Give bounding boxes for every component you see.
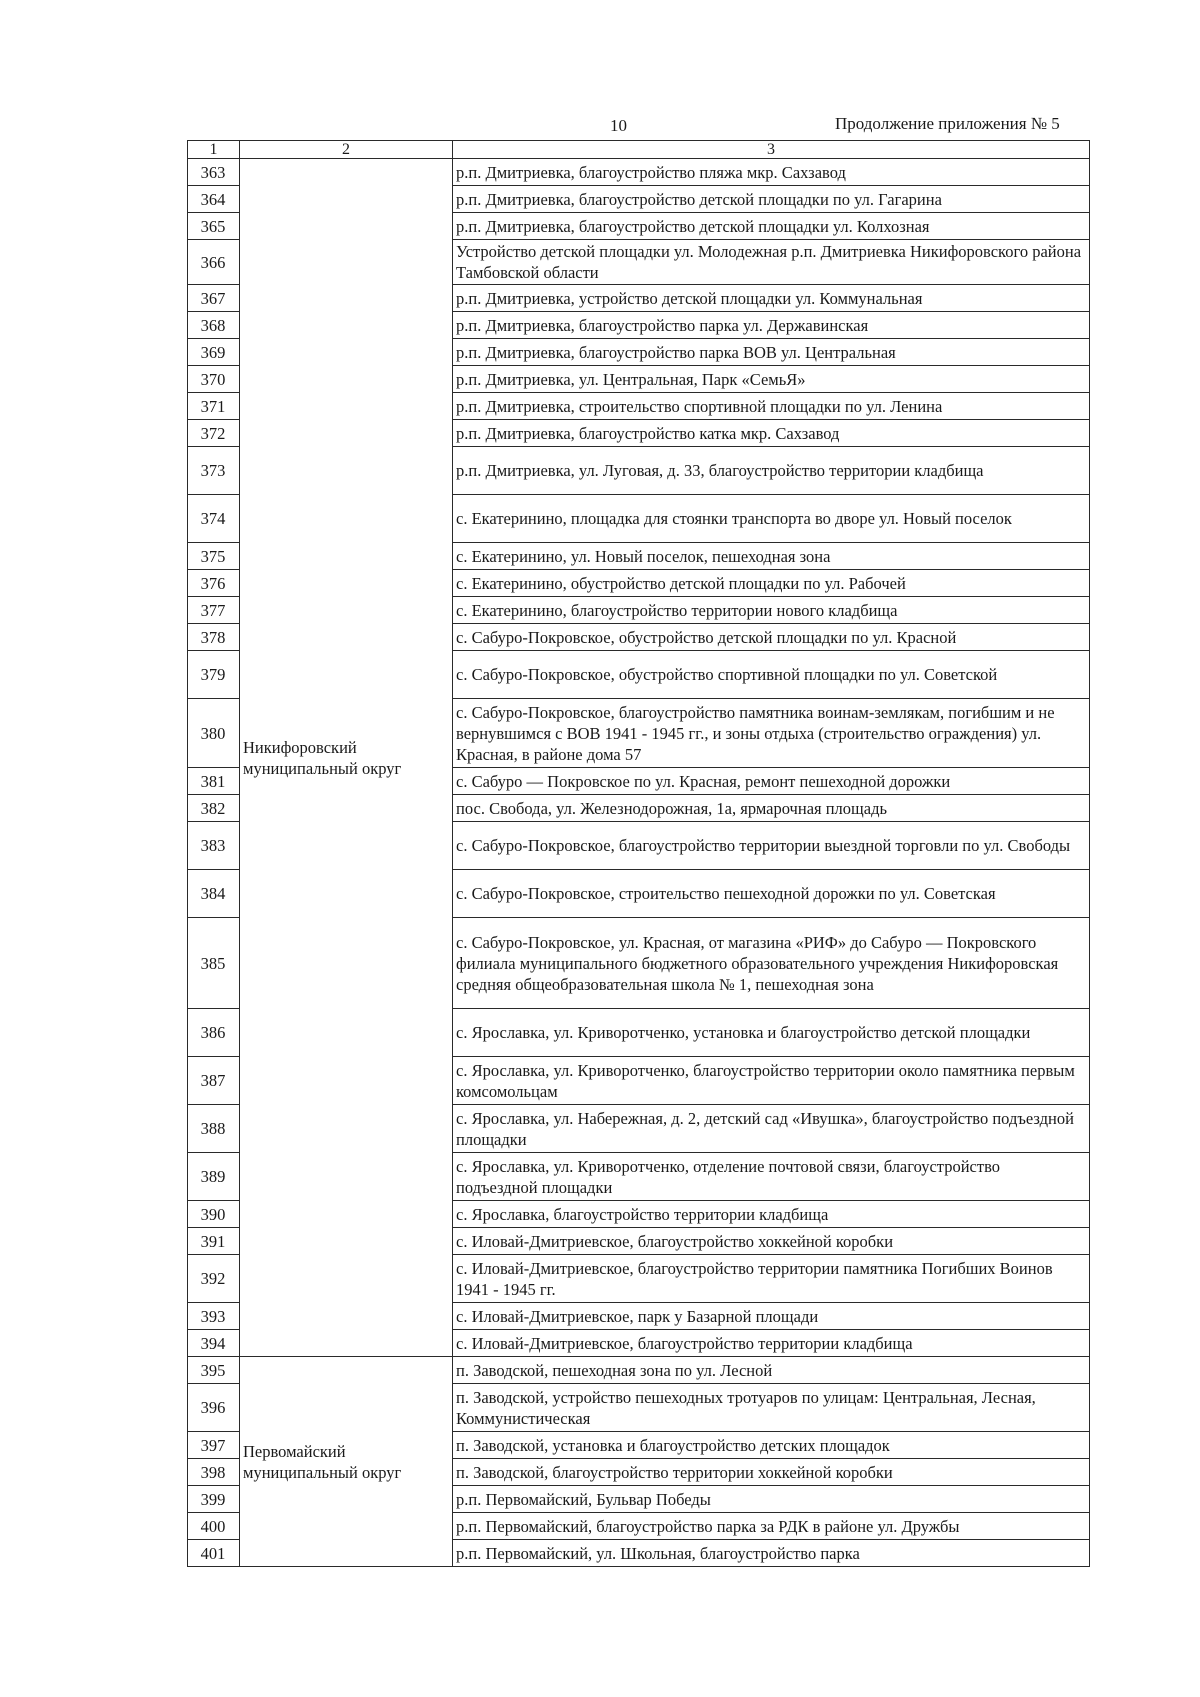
row-number: 381 — [188, 768, 240, 795]
row-description: п. Заводской, благоустройство территории хоккейной коробки — [453, 1459, 1090, 1486]
header-row — [188, 141, 1090, 159]
row-number: 366 — [188, 240, 240, 285]
row-description: п. Заводской, устройство пешеходных тротуаров по улицам: Центральная, Лесная, Коммунистическая — [453, 1384, 1090, 1432]
row-description: р.п. Дмитриевка, благоустройство детской площадки ул. Колхозная — [453, 213, 1090, 240]
row-description: р.п. Дмитриевка, благоустройство парка ул. Державинская — [453, 312, 1090, 339]
district-name: Первомайский муниципальный округ — [240, 1357, 453, 1567]
row-description: с. Сабуро-Покровское, ул. Красная, от магазина «РИФ» до Сабуро — Покровского филиала муниципального бюджетного образовательного учреждения Никифоровская средняя общеобразовательная школа № 1, пешеходная зона — [453, 918, 1090, 1009]
row-number: 392 — [188, 1255, 240, 1303]
row-description: с. Иловай-Дмитриевское, благоустройство территории памятника Погибших Воинов 1941 - 1945 гг. — [453, 1255, 1090, 1303]
row-number: 363 — [188, 159, 240, 186]
row-number: 378 — [188, 624, 240, 651]
row-description: р.п. Дмитриевка, благоустройство катка мкр. Сахзавод — [453, 420, 1090, 447]
row-number: 400 — [188, 1513, 240, 1540]
row-number: 398 — [188, 1459, 240, 1486]
row-description: р.п. Дмитриевка, благоустройство пляжа мкр. Сахзавод — [453, 159, 1090, 186]
row-description: р.п. Первомайский, Бульвар Победы — [453, 1486, 1090, 1513]
row-number: 399 — [188, 1486, 240, 1513]
row-number: 388 — [188, 1105, 240, 1153]
row-number: 395 — [188, 1357, 240, 1384]
header-col-1: 1 — [188, 141, 240, 159]
row-description: с. Ярославка, ул. Набережная, д. 2, детский сад «Ивушка», благоустройство подъездной площадки — [453, 1105, 1090, 1153]
row-number: 375 — [188, 543, 240, 570]
header-col-3: 3 — [453, 141, 1090, 159]
row-number: 383 — [188, 822, 240, 870]
row-number: 371 — [188, 393, 240, 420]
row-description: с. Ярославка, ул. Криворотченко, благоустройство территории около памятника первым комсомольцам — [453, 1057, 1090, 1105]
row-number: 401 — [188, 1540, 240, 1567]
row-description: р.п. Дмитриевка, ул. Центральная, Парк «СемьЯ» — [453, 366, 1090, 393]
row-description: с. Сабуро-Покровское, строительство пешеходной дорожки по ул. Советская — [453, 870, 1090, 918]
row-number: 391 — [188, 1228, 240, 1255]
row-description: с. Сабуро — Покровское по ул. Красная, ремонт пешеходной дорожки — [453, 768, 1090, 795]
row-number: 382 — [188, 795, 240, 822]
row-description: п. Заводской, пешеходная зона по ул. Лесной — [453, 1357, 1090, 1384]
row-number: 386 — [188, 1009, 240, 1057]
row-number: 380 — [188, 699, 240, 768]
row-number: 396 — [188, 1384, 240, 1432]
row-description: р.п. Дмитриевка, ул. Луговая, д. 33, благоустройство территории кладбища — [453, 447, 1090, 495]
row-description: с. Иловай-Дмитриевское, благоустройство территории кладбища — [453, 1330, 1090, 1357]
row-number: 364 — [188, 186, 240, 213]
continuation-label: Продолжение приложения № 5 — [835, 114, 1060, 133]
district-name: Никифоровский муниципальный округ — [240, 159, 453, 1357]
row-number: 374 — [188, 495, 240, 543]
row-description: р.п. Дмитриевка, благоустройство детской площадки по ул. Гагарина — [453, 186, 1090, 213]
row-description: с. Сабуро-Покровское, благоустройство памятника воинам-землякам, погибшим и не вернувшимся с ВОВ 1941 - 1945 гг., и зоны отдыха (строительство ограждения) ул. Красная, в районе дома 57 — [453, 699, 1090, 768]
row-number: 370 — [188, 366, 240, 393]
row-number: 365 — [188, 213, 240, 240]
row-number: 372 — [188, 420, 240, 447]
table-row — [188, 159, 1090, 186]
row-number: 384 — [188, 870, 240, 918]
row-description: с. Екатеринино, ул. Новый поселок, пешеходная зона — [453, 543, 1090, 570]
row-description: р.п. Первомайский, ул. Школьная, благоустройство парка — [453, 1540, 1090, 1567]
row-number: 385 — [188, 918, 240, 1009]
table-body — [188, 141, 1090, 1567]
row-number: 387 — [188, 1057, 240, 1105]
row-number: 373 — [188, 447, 240, 495]
row-description: с. Ярославка, ул. Криворотченко, отделение почтовой связи, благоустройство подъездной площадки — [453, 1153, 1090, 1201]
row-description: с. Екатеринино, обустройство детской площадки по ул. Рабочей — [453, 570, 1090, 597]
objects-table — [187, 140, 1090, 1567]
row-description: р.п. Дмитриевка, устройство детской площадки ул. Коммунальная — [453, 285, 1090, 312]
row-description: с. Иловай-Дмитриевское, парк у Базарной площади — [453, 1303, 1090, 1330]
row-description: р.п. Дмитриевка, благоустройство парка ВОВ ул. Центральная — [453, 339, 1090, 366]
row-description: р.п. Первомайский, благоустройство парка за РДК в районе ул. Дружбы — [453, 1513, 1090, 1540]
row-description: с. Екатеринино, благоустройство территории нового кладбища — [453, 597, 1090, 624]
row-description: с. Ярославка, благоустройство территории кладбища — [453, 1201, 1090, 1228]
header-col-2: 2 — [240, 141, 453, 159]
row-number: 390 — [188, 1201, 240, 1228]
row-description: с. Сабуро-Покровское, обустройство спортивной площадки по ул. Советской — [453, 651, 1090, 699]
row-number: 393 — [188, 1303, 240, 1330]
row-number: 369 — [188, 339, 240, 366]
row-description: с. Ярославка, ул. Криворотченко, установка и благоустройство детской площадки — [453, 1009, 1090, 1057]
row-description: с. Екатеринино, площадка для стоянки транспорта во дворе ул. Новый поселок — [453, 495, 1090, 543]
row-description: п. Заводской, установка и благоустройство детских площадок — [453, 1432, 1090, 1459]
row-description: с. Иловай-Дмитриевское, благоустройство хоккейной коробки — [453, 1228, 1090, 1255]
row-description: пос. Свобода, ул. Железнодорожная, 1а, ярмарочная площадь — [453, 795, 1090, 822]
row-number: 397 — [188, 1432, 240, 1459]
row-number: 377 — [188, 597, 240, 624]
row-number: 367 — [188, 285, 240, 312]
row-description: Устройство детской площадки ул. Молодежная р.п. Дмитриевка Никифоровского района Тамбовской области — [453, 240, 1090, 285]
table-row — [188, 1357, 1090, 1384]
row-number: 368 — [188, 312, 240, 339]
page-number: 10 — [610, 116, 627, 135]
row-number: 379 — [188, 651, 240, 699]
row-number: 394 — [188, 1330, 240, 1357]
row-description: с. Сабуро-Покровское, благоустройство территории выездной торговли по ул. Свободы — [453, 822, 1090, 870]
row-description: с. Сабуро-Покровское, обустройство детской площадки по ул. Красной — [453, 624, 1090, 651]
row-description: р.п. Дмитриевка, строительство спортивной площадки по ул. Ленина — [453, 393, 1090, 420]
row-number: 389 — [188, 1153, 240, 1201]
row-number: 376 — [188, 570, 240, 597]
